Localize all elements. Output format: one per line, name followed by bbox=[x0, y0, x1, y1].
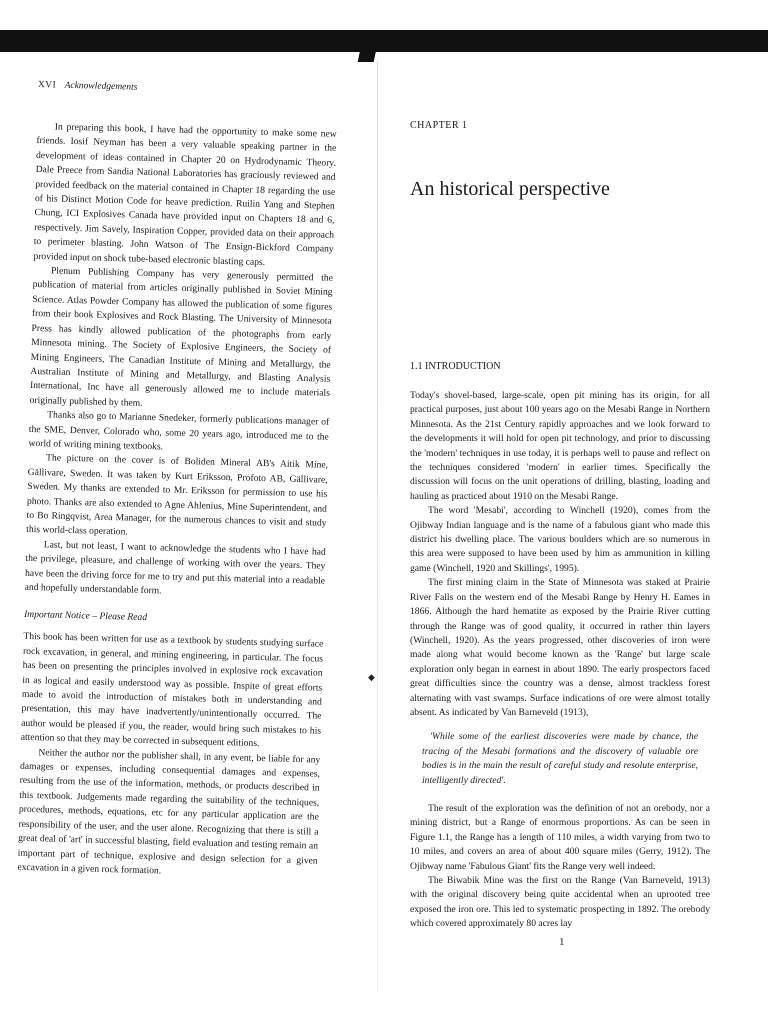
ack-paragraph-4: The picture on the cover is of Boliden Mineral AB's Aitik Mine, Gällivare, Sweden. It was taken by Kurt Eriksson, Profoto AB, Gällivare, Sweden. My thanks are extended to Mr. Eriksson for permission to use his photo. Thanks are also extended to Agne Ahlenius, Mine Superintendent, and to Bo Ringqvist, Area Manager, for the numerous chances to visit and study this world-class operation. bbox=[26, 452, 329, 538]
left-running-title: Acknowledgements bbox=[64, 80, 138, 93]
margin-mark: ◆ bbox=[368, 672, 375, 682]
notice-paragraph-2: Neither the author nor the publisher shall, in any event, be liable for any damages or expenses, including consequential damages and expenses, resulting from the use of the information, methods, or products described in this textbook. Judgements made regarding the suitability of the techniques, procedures, methods, equations, etc for any particular application are the responsibility of the user, and the user alone. Recognizing that there is still a great deal of 'art' in successful blasting, field evaluation and testing remain an important part of technique, explosive and design selection for a given excavation in a given rock formation. bbox=[17, 746, 321, 877]
left-running-head bbox=[38, 80, 338, 98]
intro-paragraph-4: The result of the exploration was the definition of not an orebody, nor a mining district, but a Range of enormous proportions. As can be seen in Figure 1.1, the Range has a length of 110 miles, a width varying from two to 10 miles, and covers an area of about 400 square miles (Gerry, 1912). The Ojibway name 'Fabulous Giant' fits the Range very well indeed. bbox=[410, 802, 710, 872]
scan-shadow-bar bbox=[0, 30, 768, 52]
intro-paragraph-3: The first mining claim in the State of Minnesota was staked at Prairie River Falls on the western end of the Mesabi Range by Henry H. Eames in 1866. Although the hard hematite as exposed by the Prairie River cutting through the Range was of good quality, it occurred in rather thin layers (Winchell, 1920). As the years progressed, other discoveries of iron were made along what would become known as the 'Range' but large scale exploration only began in earnest in about 1890. The early prospectors faced great difficulties since the country was a dense, almost trackless forest alternating with vast swamps. Surface indications of ore were almost totally absent. As indicated by Van Barneveld (1913), bbox=[410, 577, 710, 718]
notice-paragraph-1: This book has been written for use as a textbook by students studying surface rock excavation, in general, and mining engineering, in particular. The focus has been on presenting the principles involved in explosive rock excavation in as logical and easily understood way as possible. Inspite of great efforts made to avoid the introduction of mistakes both in understanding and presentation, this may have inadvertently/unintentionally occurred. The author would be pleased if you, the reader, would bring such mistakes to his attention so that they may be corrected in subsequent editions. bbox=[20, 631, 324, 750]
right-page-number: 1 bbox=[559, 936, 565, 948]
ack-paragraph-3: Thanks also go to Marianne Snedeker, formerly publications manager of the SME, Denver, Colorado who, some 20 years ago, introduced me to the world of writing mining textbooks. bbox=[28, 409, 330, 453]
intro-paragraph-1: Today's shovel-based, large-scale, open pit mining has its origin, for all practical purposes, just about 100 years ago on the Mesabi Range in Northern Minnesota. As the 21st Century rapidly approaches and we look forward to the developments it will hold for open pit technology, and prior to discussing the 'modern' techniques in use today, it is perhaps well to pause and reflect on the techniques considered 'modern' in earlier times. Specifically the discussion will focus on the unit operations of drilling, blasting, loading and hauling as practiced about 1910 on the Mesabi Range. bbox=[410, 390, 710, 502]
block-quote: 'While some of the earliest discoveries were made by chance, the tracing of the Mesabi formations and the discovery of valuable ore bodies is in the main the result of careful study and resolute enterprise, intelligently directed'. bbox=[422, 731, 698, 786]
ack-paragraph-1: In preparing this book, I have had the opportunity to make some new friends. Iosif Neyman has been a very valuable speaking partner in the development of ideas contained in Chapter 20 on Hydrodynamic Theory. Dale Preece from Sandia National Laboratories has graciously reviewed and provided feedback on the material contained in Chapter 18 regarding the use of his Distinct Motion Code for heave prediction. Ruilin Yang and Stephen Chung, ICI Explosives Canada have provided input on Chapters 18 and 6, respectively. Jim Savely, Inspiration Copper, provided data on their approach to perimeter blasting. John Watson of The Ensign-Bickford Company provided input on shock tube-based electronic blasting caps. bbox=[33, 121, 337, 268]
intro-paragraph-2: The word 'Mesabi', according to Winchell (1920), comes from the Ojibway Indian language and is the name of a fabulous giant who made this district his dwelling place. The various boulders which are so numerous in this area were supposed to have been used by him as ammunition in killing game (Winchell, 1920 and Skillings', 1995). bbox=[410, 505, 710, 574]
intro-paragraph-5: The Biwabik Mine was the first on the Range (Van Barneveld, 1913) with the original discovery being quite accidental when an uprooted tree exposed the iron ore. This led to systematic prospecting in 1892. The orebody which covered approximately 80 acres lay bbox=[410, 875, 710, 930]
right-page bbox=[410, 120, 710, 932]
chapter-title: An historical perspective bbox=[410, 178, 610, 200]
left-page bbox=[17, 80, 338, 883]
notice-heading: Important Notice – Please Read bbox=[23, 609, 148, 624]
ack-paragraph-2: Plenum Publishing Company has very generously permitted the publication of material from articles originally published in Soviet Mining Science. Atlas Powder Company has allowed the publication of some figures from their book Explosives and Rock Blasting. The University of Minnesota Press has kindly allowed publication of the photographs from early Minnesota mining. The Society of Explosive Engineers, the Society of Mining Engineers, The Canadian Institute of Mining and Metallurgy, the Australian Institute of Mining and Metallurgy, and Blasting Analysis International, Inc have all generously allowed me to include materials originally published by them. bbox=[29, 265, 334, 409]
ack-paragraph-5: Last, but not least, I want to acknowledge the students who I have had the privilege, pleasure, and challenge of working with over the years. They have been the driving force for me to try and put this material into a readable and hopefully understandable form. bbox=[24, 539, 326, 597]
scan-shadow-notch bbox=[358, 40, 379, 62]
book-gutter bbox=[377, 62, 378, 992]
left-page-number: XVI bbox=[37, 80, 57, 91]
section-heading: 1.1 INTRODUCTION bbox=[410, 361, 501, 372]
chapter-label: CHAPTER 1 bbox=[410, 120, 468, 131]
